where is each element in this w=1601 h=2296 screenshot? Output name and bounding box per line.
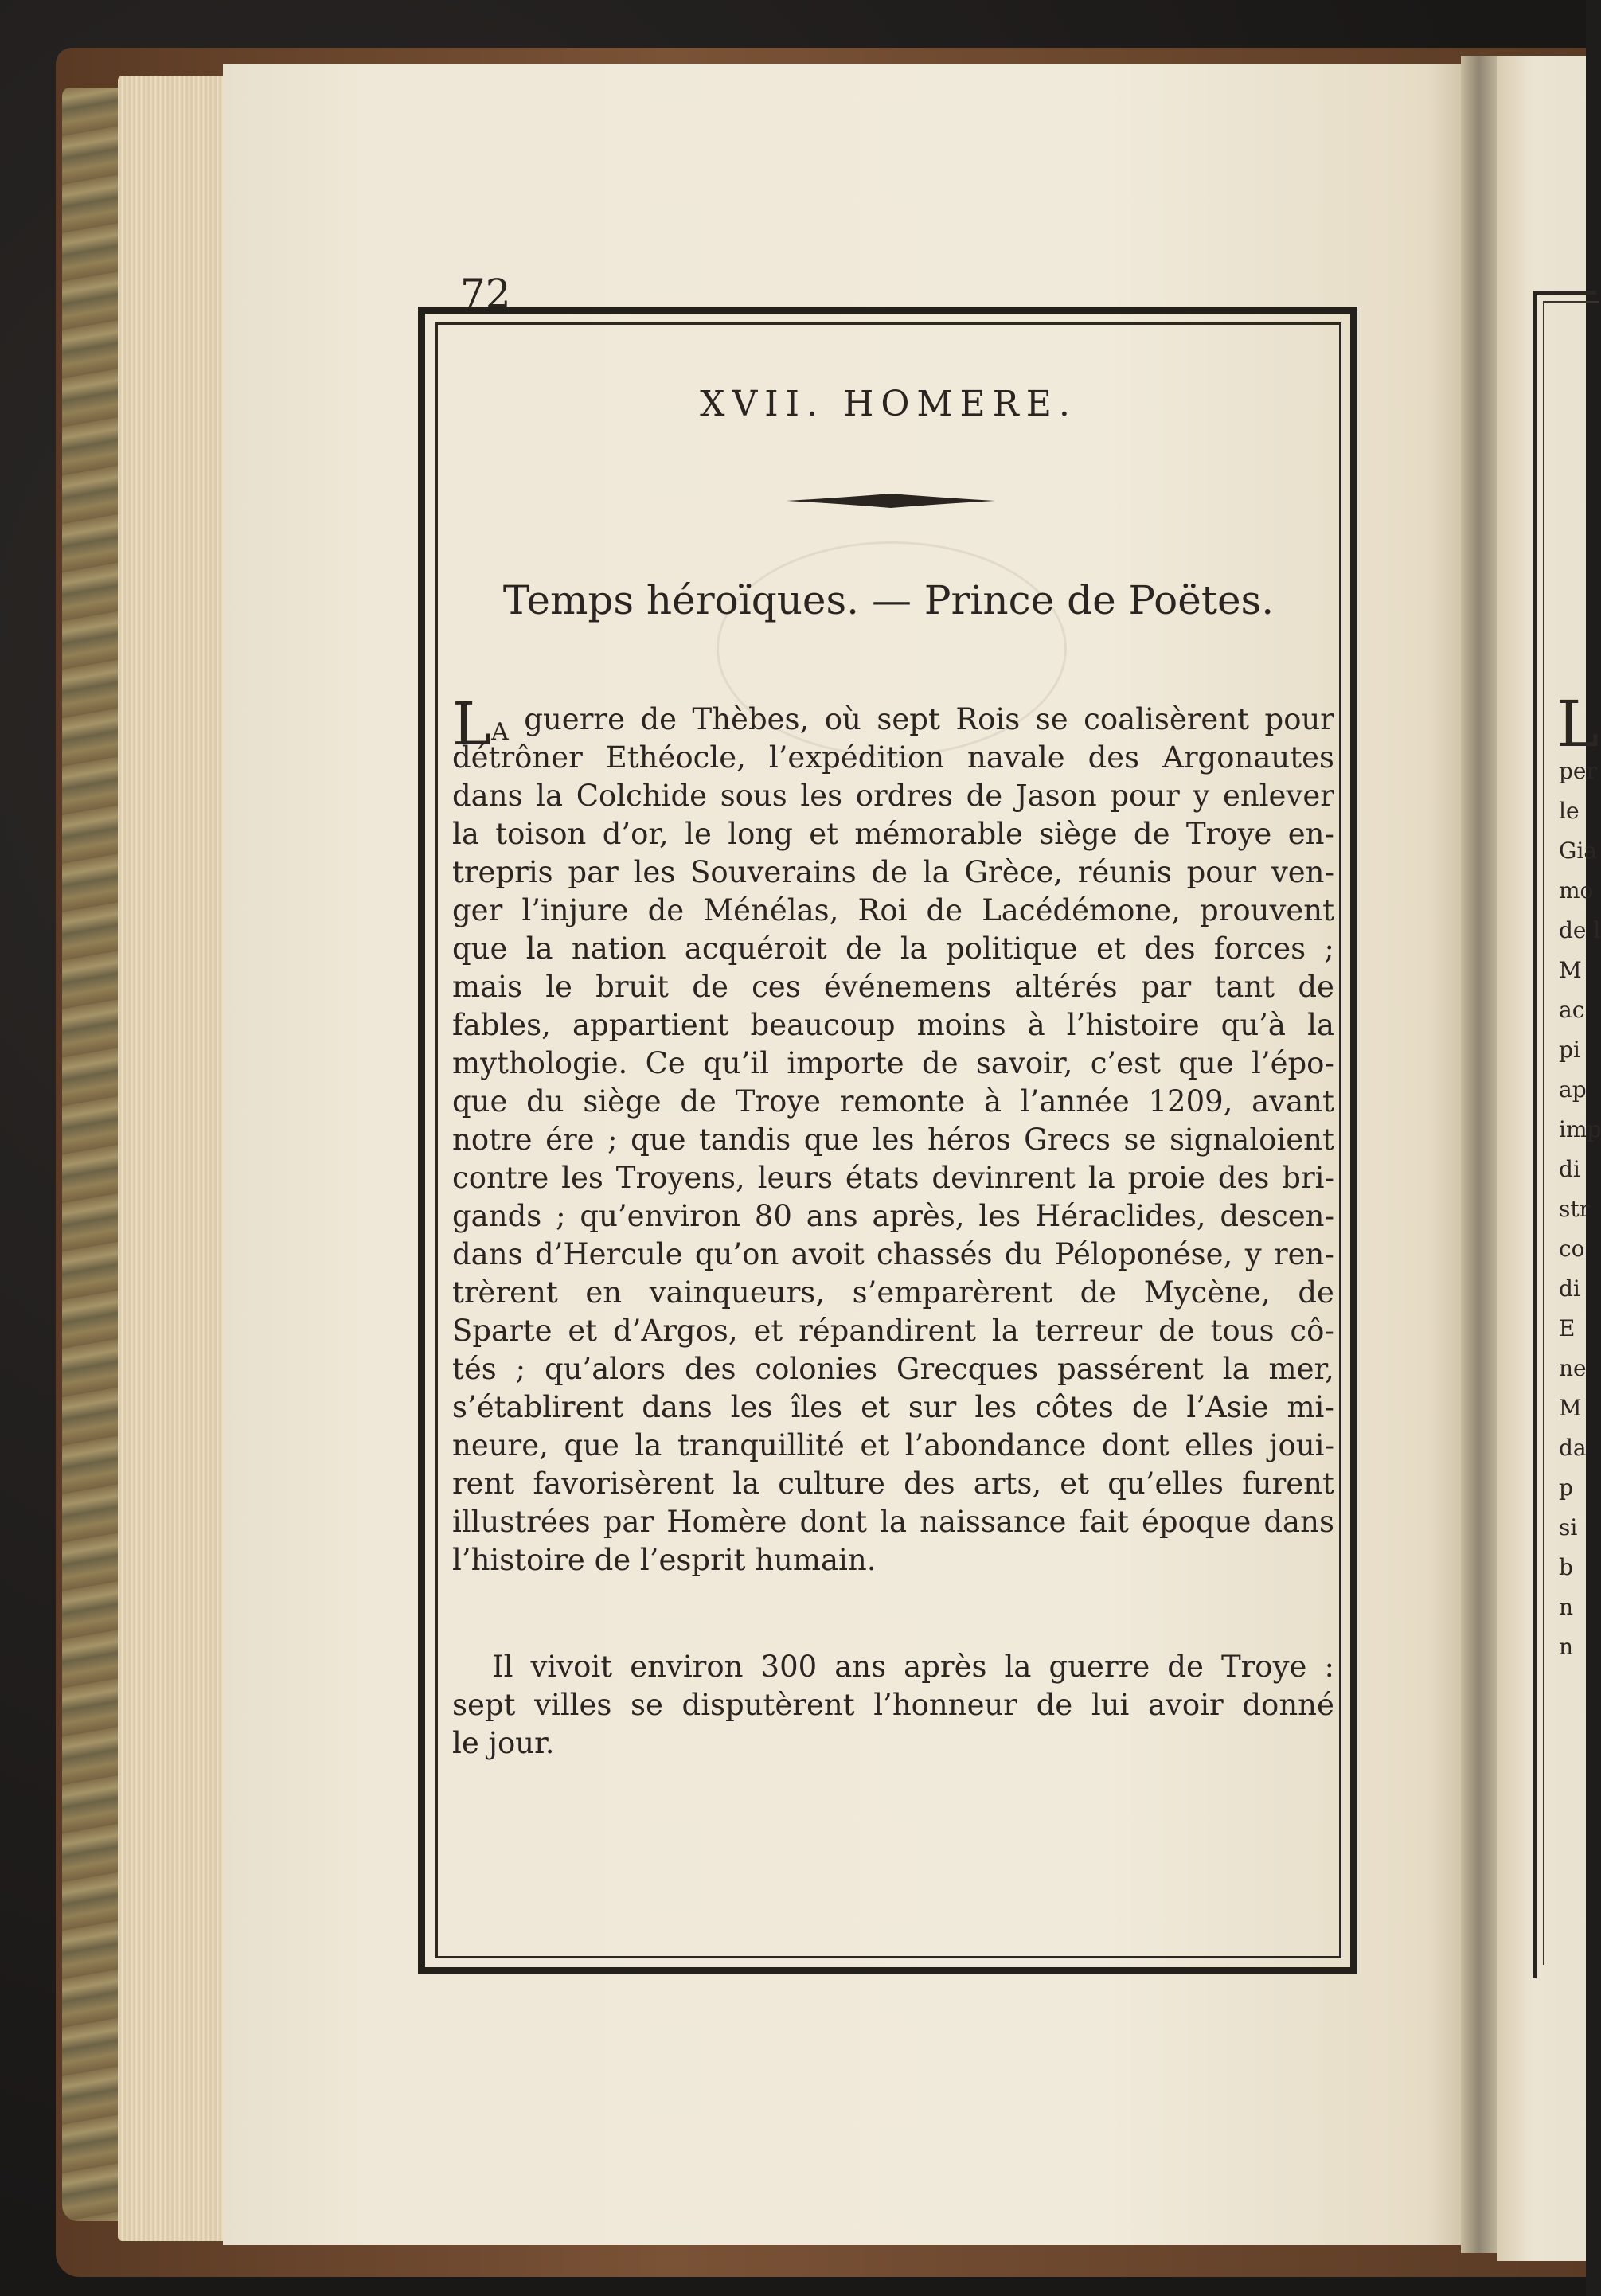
text-line: LA guerre de Thèbes, où sept Rois se coalisèrent pour [452,690,1334,759]
facing-page-fragment: le [1559,798,1580,824]
facing-page-fragment: di [1559,1156,1580,1182]
text-line: dans la Colchide sous les ordres de Jason pour y enlever [452,779,1334,813]
text-line: le jour. [452,1726,555,1760]
facing-page-fragment: mo [1559,877,1594,904]
marbled-cover-edge [62,88,118,2221]
facing-page-fragment: n [1559,1634,1574,1660]
facing-page-fragment: ne [1559,1355,1587,1381]
facing-page-fragment: si [1559,1514,1578,1540]
page-number: 72 [460,271,511,317]
text-line: Sparte et d’Argos, et répandirent la terreur de tous cô- [452,1314,1334,1348]
facing-page-fragment: co [1559,1236,1585,1262]
facing-page-fragment: per [1559,758,1597,784]
facing-page-fragment: da [1559,1435,1587,1461]
facing-page-fragment: n [1559,1594,1574,1620]
page-edges [118,76,237,2241]
text-line: trepris par les Souverains de la Grèce, réunis pour ven- [452,855,1334,889]
text-line: que la nation acquéroit de la politique et des forces ; [452,931,1334,966]
text-line: gands ; qu’environ 80 ans après, les Héraclides, descen- [452,1199,1334,1233]
facing-page-fragment: ac [1559,997,1585,1023]
text-line: notre ére ; que tandis que les héros Grecs se signaloient [452,1123,1334,1157]
text-line: l’histoire de l’esprit humain. [452,1543,877,1577]
text-line: détrôner Ethéocle, l’expédition navale des Argonautes [452,740,1334,775]
text-line: que du siège de Troye remonte à l’année 1209, avant [452,1084,1334,1119]
ornament-rule [787,494,995,508]
initial-small-caps: A [491,718,509,746]
text-line: neure, que la tranquillité et l’abondance dont elles joui- [452,1428,1334,1462]
facing-page-fragment: ap [1559,1076,1587,1103]
facing-page-fragment: de l [1559,917,1601,943]
text-line: rent favorisèrent la culture des arts, et qu’elles furent [452,1466,1334,1501]
text-line: fables, appartient beaucoup moins à l’histoire qu’à la [452,1008,1334,1042]
facing-page-fragment: M [1559,1395,1582,1421]
text-line: dans d’Hercule qu’on avoit chassés du Péloponése, y ren- [452,1237,1334,1271]
drop-initial: L [452,690,492,759]
facing-page-fragment: str [1559,1196,1591,1222]
facing-page-fragment: M [1559,957,1582,983]
facing-page-fragment: E [1559,1315,1576,1341]
page-subtitle: Temps héroïques. — Prince de Poëtes. [502,577,1275,623]
text-line: ger l’injure de Ménélas, Roi de Lacédémone, prouvent [452,893,1334,927]
facing-page-fragment: di [1559,1275,1580,1302]
text-line: sept villes se disputèrent l’honneur de lui avoir donné [452,1688,1334,1722]
facing-page-fragment: Gia [1559,838,1598,864]
facing-page-fragment: imp [1559,1116,1601,1142]
text-line: s’établirent dans les îles et sur les côtes de l’Asie mi- [452,1390,1334,1424]
second-paragraph [452,1648,1334,1763]
chapter-title: XVII. HOMERE. [700,384,1077,424]
facing-page-fragment: pi [1559,1037,1580,1063]
text-line: contre les Troyens, leurs états devinrent la proie des bri- [452,1161,1334,1195]
facing-page-fragment: b [1559,1554,1573,1580]
text-line: la toison d’or, le long et mémorable siège de Troye en- [452,817,1334,851]
main-paragraph [452,690,1334,1579]
text-line: mythologie. Ce qu’il importe de savoir, c’est que l’épo- [452,1046,1334,1080]
book-gutter [1461,56,1501,2253]
text-line: illustrées par Homère dont la naissance fait époque dans [452,1505,1334,1539]
facing-page-initial: L [1556,687,1599,761]
text-line: Il vivoit environ 300 ans après la guerre de Troye : [492,1650,1334,1684]
text-line: mais le bruit de ces événemens altérés par tant de [452,970,1334,1004]
text-line: tés ; qu’alors des colonies Grecques passérent la mer, [452,1352,1334,1386]
text-line: trèrent en vainqueurs, s’emparèrent de Mycène, de [452,1275,1334,1310]
facing-page-fragment: p [1559,1474,1573,1501]
